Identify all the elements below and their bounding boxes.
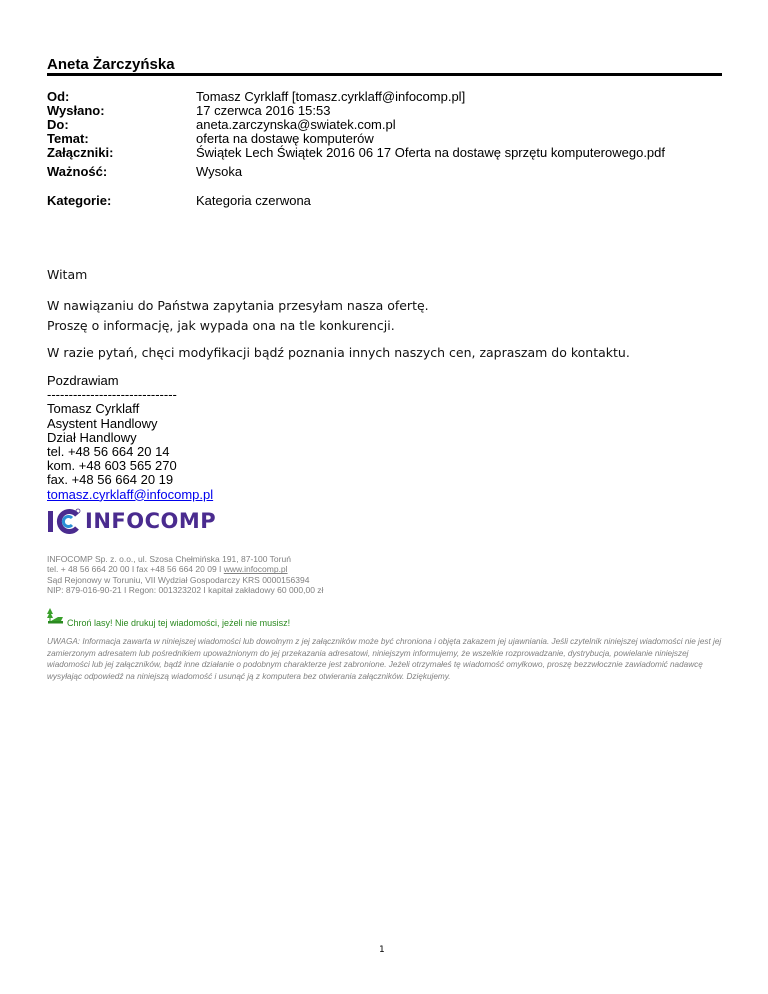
attachments-label: Załączniki:	[47, 145, 114, 160]
to-label: Do:	[47, 117, 69, 132]
signature-closing: Pozdrawiam	[47, 373, 119, 388]
signature-department: Dział Handlowy	[47, 429, 137, 445]
greeting: Witam	[47, 267, 88, 282]
categories-label: Kategorie:	[47, 193, 112, 208]
body-paragraph-2: W razie pytań, chęci modyfikacji bądź poznania innych naszych cen, zapraszam do kontaktu.	[47, 345, 630, 360]
from-label: Od:	[47, 89, 70, 104]
signature	[47, 374, 213, 502]
importance-value: Wysoka	[196, 164, 243, 179]
company-address: INFOCOMP Sp. z. o.o., ul. Szosa Chełmińska 191, 87-100 Toruń	[47, 554, 291, 564]
company-website-link[interactable]: www.infocomp.pl	[223, 564, 288, 575]
from-value: Tomasz Cyrklaff [tomasz.cyrklaff@infocomp.pl]	[196, 89, 466, 104]
categories-value: Kategoria czerwona	[196, 193, 311, 208]
infocomp-logo-icon	[47, 508, 81, 534]
body-paragraph-1	[47, 296, 429, 336]
header-values	[196, 90, 726, 160]
subject-value: oferta na dostawę komputerów	[196, 131, 374, 146]
signature-email-link[interactable]: tomasz.cyrklaff@infocomp.pl	[47, 486, 214, 502]
header-labels	[47, 90, 187, 160]
company-info	[47, 554, 323, 595]
signature-position: Asystent Handlowy	[47, 415, 158, 431]
eco-note	[47, 608, 290, 629]
page-number: 1	[379, 945, 385, 955]
mailbox-owner-name: Aneta Żarczyńska	[47, 56, 175, 73]
to-value: aneta.zarczynska@swiatek.com.pl	[196, 117, 396, 132]
company-tax-ids: NIP: 879-016-90-21 I Regon: 001323202 I kapitał zakładowy 60 000,00 zł	[47, 584, 324, 595]
attachments-value: Świątek Lech Świątek 2016 06 17 Oferta na dostawę sprzętu komputerowego.pdf	[196, 145, 666, 160]
eco-note-text: Chroń lasy! Nie drukuj tej wiadomości, jeżeli nie musisz!	[67, 618, 291, 628]
sent-value: 17 czerwca 2016 15:53	[196, 103, 331, 118]
tree-icon	[47, 608, 64, 629]
signature-name: Tomasz Cyrklaff	[47, 401, 140, 417]
importance-label: Ważność:	[47, 164, 108, 179]
signature-separator: ------------------------------	[47, 387, 177, 403]
confidentiality-notice: UWAGA: Informacja zawarta w niniejszej wiadomości lub dowolnym z jej załączników może być chroniona i objęta zakazem jej ujawniania. Jeśli czytelnik niniejszej wiadomości nie jest jej zamierzonym adresatem lub pośrednikiem upoważnionym do jej przekazania adresatowi, niniejszym informujemy, że wszelkie rozprowadzanie, dystrybucja, powielanie niniejszej wiadomości lub jej załączników, bądź inne działanie o podobnym charakterze jest zabronione. Jeżeli otrzymałeś tę wiadomość omyłkowo, proszę bezzwłocznie zawiadomić nadawcę wysyłając odpowiedź na niniejszą wiadomość i usunąć ją z komputera bez otwierania załączników. Dziękujemy.	[47, 637, 722, 681]
signature-tel: tel. +48 56 664 20 14	[47, 444, 170, 460]
body-line: W nawiązaniu do Państwa zapytania przesyłam nasza ofertę.	[47, 298, 429, 313]
sent-label: Wysłano:	[47, 103, 105, 118]
company-registry: Sąd Rejonowy w Toruniu, VII Wydział Gospodarczy KRS 0000156394	[47, 574, 310, 585]
signature-fax: fax. +48 56 664 20 19	[47, 472, 174, 488]
header-divider	[47, 73, 722, 76]
infocomp-logo	[47, 508, 216, 534]
body-line: Proszę o informację, jak wypada ona na tle konkurencji.	[47, 318, 395, 333]
company-contact: tel. + 48 56 664 20 00 I fax +48 56 664 20 09 I www.infocomp.pl	[47, 564, 288, 575]
subject-label: Temat:	[47, 131, 89, 146]
signature-mobile: kom. +48 603 565 270	[47, 458, 177, 474]
logo-wordmark: INFOCOMP	[85, 509, 217, 533]
